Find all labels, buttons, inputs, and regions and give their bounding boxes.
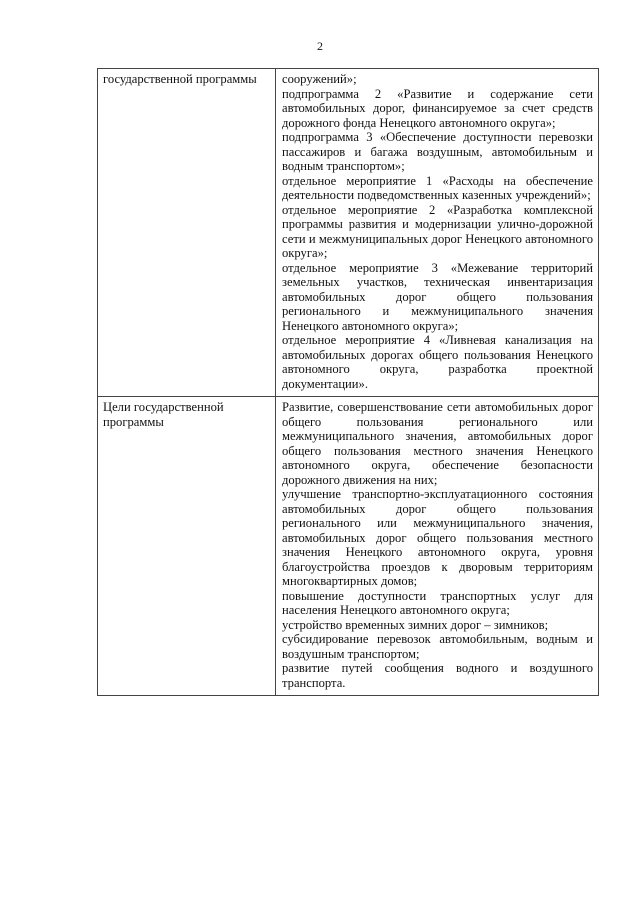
content-line: отдельное мероприятие 4 «Ливневая канализация на автомобильных дорогах общего пользования Ненецкого автономного округа, разработка проектной документации». — [282, 333, 593, 391]
content-line: отдельное мероприятие 1 «Расходы на обеспечение деятельности подведомственных казенных учреждений»; — [282, 173, 593, 202]
content-line: Развитие, совершенствование сети автомобильных дорог общего пользования регионального или межмуниципального значения, автомобильных дорог общего пользования местного значения Ненецкого автономного округа, обеспечение безопасности дорожного движения на них; — [282, 400, 593, 487]
row-label: государственной программы — [103, 72, 257, 86]
content-line: субсидирование перевозок автомобильным, водным и воздушным транспортом; — [282, 632, 593, 661]
content-line: отдельное мероприятие 2 «Разработка комплексной программы развития и модернизации улично-дорожной сети и межмуниципальных дорог Ненецкого автономного округа»; — [282, 202, 593, 260]
row-content-cell — [276, 69, 599, 397]
row-content-cell — [276, 397, 599, 696]
content-line: подпрограмма 3 «Обеспечение доступности перевозки пассажиров и багажа воздушным, автомобильным и водным транспортом»; — [282, 130, 593, 173]
table-row — [98, 69, 599, 397]
table-row — [98, 397, 599, 696]
content-line: повышение доступности транспортных услуг для населения Ненецкого автономного округа; — [282, 588, 593, 617]
row-label: Цели государственной программы — [103, 400, 224, 429]
content-line: развитие путей сообщения водного и воздушного транспорта. — [282, 661, 593, 690]
program-passport-table — [97, 68, 599, 696]
page-number: 2 — [317, 39, 323, 53]
row-label-cell — [98, 69, 276, 397]
row-label-cell — [98, 397, 276, 696]
content-line: устройство временных зимних дорог – зимников; — [282, 617, 549, 632]
content-line: улучшение транспортно-эксплуатационного состояния автомобильных дорог общего пользования регионального или межмуниципального значения, автомобильных дорог общего пользования местного значения Ненецкого автономного округа, уровня благоустройства проездов к дворовым территориям многоквартирных домов; — [282, 487, 593, 588]
content-line: отдельное мероприятие 3 «Межевание территорий земельных участков, техническая инвентаризация автомобильных дорог общего пользования регионального и межмуниципального значения Ненецкого автономного округа»; — [282, 260, 593, 333]
content-line: подпрограмма 2 «Развитие и содержание сети автомобильных дорог, финансируемое за счет средств дорожного фонда Ненецкого автономного округа»; — [282, 86, 593, 130]
content-line: сооружений»; — [282, 72, 357, 86]
